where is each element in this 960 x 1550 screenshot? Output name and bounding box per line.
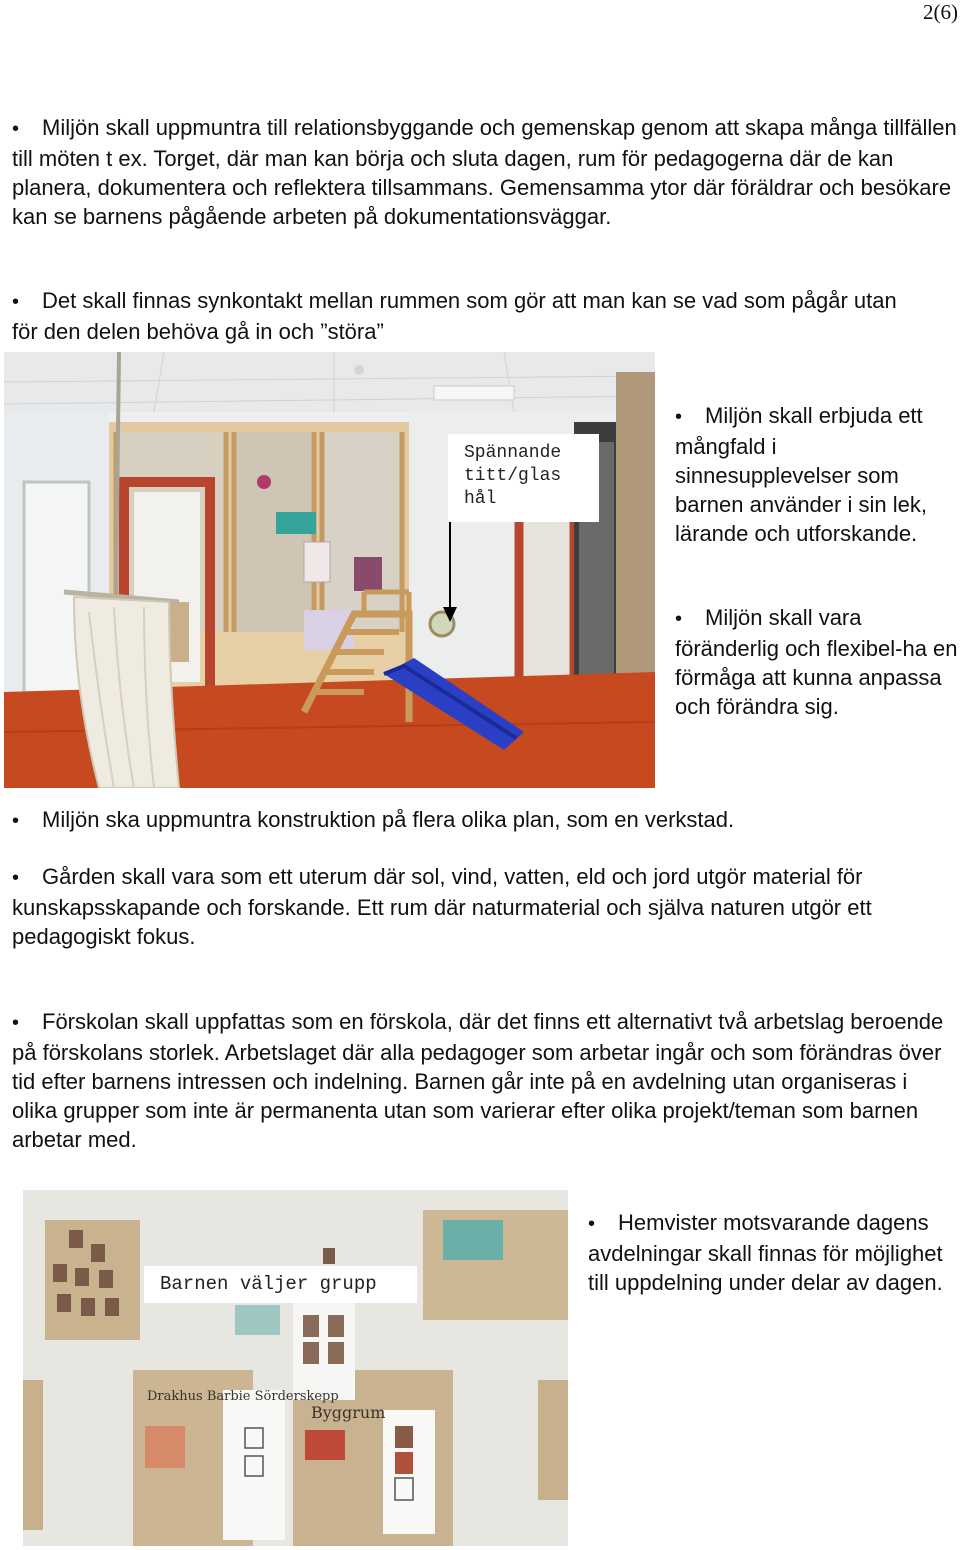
- callout-group-choice: Barnen väljer grupp: [144, 1266, 417, 1303]
- paragraph-flexible: [675, 603, 958, 721]
- bullet: •: [12, 291, 20, 313]
- paragraph-text: Miljön skall erbjuda ett mångfald i sinnesupplevelser som barnen använder i sin lek, lärande och utforskande.: [675, 403, 927, 546]
- paragraph-text: Miljön ska uppmuntra konstruktion på flera olika plan, som en verkstad.: [42, 807, 735, 832]
- bullet: •: [675, 608, 683, 630]
- page-number: 2(6): [923, 0, 958, 24]
- bullet: •: [12, 118, 20, 140]
- paragraph-text: Hemvister motsvarande dagens avdelningar skall finnas för möjlighet till uppdelning under delar av dagen.: [588, 1210, 943, 1295]
- paragraph-text: Förskolan skall uppfattas som en förskola, där det finns ett alternativt två arbetslag beroende på förskolans storlek. Arbetslaget där alla pedagoger som arbetar ingår och som förändras över tid efter barnens intressen och indelning. Barnen går inte på en avdelning utan organiseras i olika grupper som inte är permanenta utan som varierar efter olika projekt/teman som barnen arbetar med.: [12, 1009, 944, 1152]
- paragraph-construction: [12, 805, 952, 836]
- classroom-photo: [4, 352, 655, 788]
- paragraph-visual-contact: [12, 286, 912, 346]
- group-wall-photo: [23, 1190, 568, 1546]
- paragraph-text: Miljön skall uppmuntra till relationsbyggande och gemenskap genom att skapa många tillfällen till möten t ex. Torget, där man kan börja och sluta dagen, rum för pedagogerna där de kan planera, dokumentera och reflektera tillsammans. Gemensamma ytor där föräldrar och besökare kan se barnens pågående arbeten på dokumentationsväggar.: [12, 115, 957, 229]
- paragraph-text: Det skall finnas synkontakt mellan rummen som gör att man kan se vad som pågår utan för den delen behöva gå in och ”störa”: [12, 288, 897, 344]
- paragraph-yard: [12, 862, 952, 951]
- sign-drakhus: Drakhus Barbie Sörderskepp: [147, 1389, 339, 1404]
- paragraph-home-base: [588, 1208, 958, 1297]
- bullet: •: [675, 406, 683, 428]
- sign-byggrum: Byggrum: [311, 1403, 386, 1422]
- bullet: •: [12, 810, 20, 832]
- paragraph-preschool: [12, 1007, 958, 1154]
- paragraph-text: Miljön skall vara föränderlig och flexibel-ha en förmåga att kunna anpassa och förändra sig.: [675, 605, 958, 719]
- paragraph-relations: [12, 113, 957, 231]
- bullet: •: [588, 1213, 596, 1235]
- bullet: •: [12, 867, 20, 889]
- paragraph-text: Gården skall vara som ett uterum där sol, vind, vatten, eld och jord utgör material för kunskapsskapande och forskande. Ett rum där naturmaterial och själva naturen utgör ett pedagogiskt fokus.: [12, 864, 872, 949]
- callout-peek-hole: Spännande titt/glas hål: [448, 434, 599, 522]
- bullet: •: [12, 1012, 20, 1034]
- paragraph-senses: [675, 401, 958, 548]
